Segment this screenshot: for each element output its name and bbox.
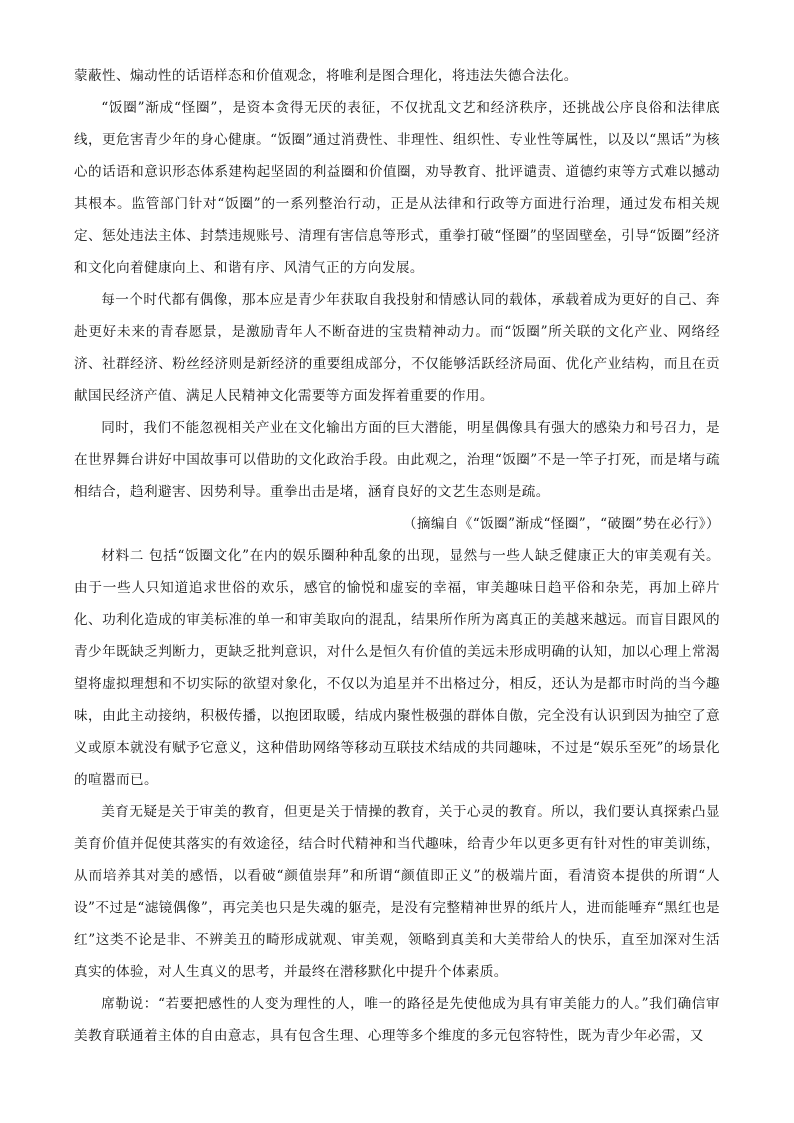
document-page (74, 60, 720, 1052)
paragraph-continuation: 蒙蔽性、煽动性的话语样态和价值观念，将唯利是图合理化，将违法失德合法化。 (74, 68, 578, 84)
paragraph-idols-era: 每一个时代都有偶像，那本应是青少年获取自我投射和情感认同的载体，承载着成为更好的自己、奔赴更好未来的青春愿景，是激励青年人不断奋进的宝贵精神动力。而“饭圈”所关联的文化产业、网络经济、社群经济、粉丝经济则是新经济的重要组成部分，不仅能够活跃经济局面、优化产业结构，而且在贡献国民经济产值、满足人民精神文化需要等方面发挥着重要的作用。 (74, 292, 720, 404)
paragraph-material-two: 材料二 包括“饭圈文化”在内的娱乐圈种种乱象的出现，显然与一些人缺乏健康正大的审美观有关。由于一些人只知道追求世俗的欢乐，感官的愉悦和虚妄的幸福，审美趣味日趋平俗和杂芜，再加上碎片化、功利化造成的审美标准的单一和审美取向的混乱，结果所作所为离真正的美越来越远。而盲目跟风的青少年既缺乏判断力，更缺乏批判意识，对什么是恒久有价值的美远未形成明确的认知，加以心理上常渴望将虚拟理想和不切实际的欲望对象化，不仅以为追星并不出格过分，相反，还认为是都市时尚的当今趣味，由此主动接纳，积极传播，以抱团取暖，结成内聚性极强的群体自傲，完全没有认识到因为抽空了意义或原本就没有赋予它意义，这种借助网络等移动互联技术结成的共同趣味，不过是“娱乐至死”的场景化的喧嚣而已。 (74, 548, 720, 788)
paragraph-aesthetic-education: 美育无疑是关于审美的教育，但更是关于情操的教育，关于心灵的教育。所以，我们要认真探索凸显美育价值并促使其落实的有效途径，结合时代精神和当代趣味，给青少年以更多更有针对性的审美训练，从而培养其对美的感悟，以看破“颜值崇拜”和所谓“颜值即正义”的极端片面，看清资本提供的所谓“人设”不过是“滤镜偶像”，再完美也只是失魂的躯壳，是没有完整精神世界的纸片人，进而能唾弃“黑红也是红”这类不论是非、不辨美丑的畸形成就观、审美观，领略到真美和大美带给人的快乐，直至加深对生活真实的体验，对人生真义的思考，并最终在潜移默化中提升个体素质。 (74, 804, 720, 980)
paragraph-schiller-quote: 席勒说：“若要把感性的人变为理性的人，唯一的路径是先使他成为具有审美能力的人。”我们确信审美教育联通着主体的自由意志，具有包含生理、心理等多个维度的多元包容特性，既为青少年必需，又 (74, 996, 720, 1044)
source-citation: （摘编自《“饭圈”渐成“怪圈”，“破圈”势在必行》） (402, 516, 720, 532)
paragraph-fandom-weirdness: “饭圈”渐成“怪圈”，是资本贪得无厌的表征，不仅扰乱文艺和经济秩序，还挑战公序良俗和法律底线，更危害青少年的身心健康。“饭圈”通过消费性、非理性、组织性、专业性等属性，以及以“黑话”为核心的话语和意识形态体系建构起坚固的利益圈和价值圈，劝导教育、批评谴责、道德约束等方式难以撼动其根本。监管部门针对“饭圈”的一系列整治行动，正是从法律和行政等方面进行治理，通过发布相关规定、惩处违法主体、封禁违规账号、清理有害信息等形式，重拳打破“怪圈”的坚固壁垒，引导“饭圈”经济和文化向着健康向上、和谐有序、风清气正的方向发展。 (74, 100, 720, 276)
paragraph-cultural-potential: 同时，我们不能忽视相关产业在文化输出方面的巨大潜能，明星偶像具有强大的感染力和号召力，是在世界舞台讲好中国故事可以借助的文化政治手段。由此观之，治理“饭圈”不是一竿子打死，而是堵与疏相结合，趋利避害、因势利导。重拳出击是堵，涵育良好的文艺生态则是疏。 (74, 420, 720, 500)
